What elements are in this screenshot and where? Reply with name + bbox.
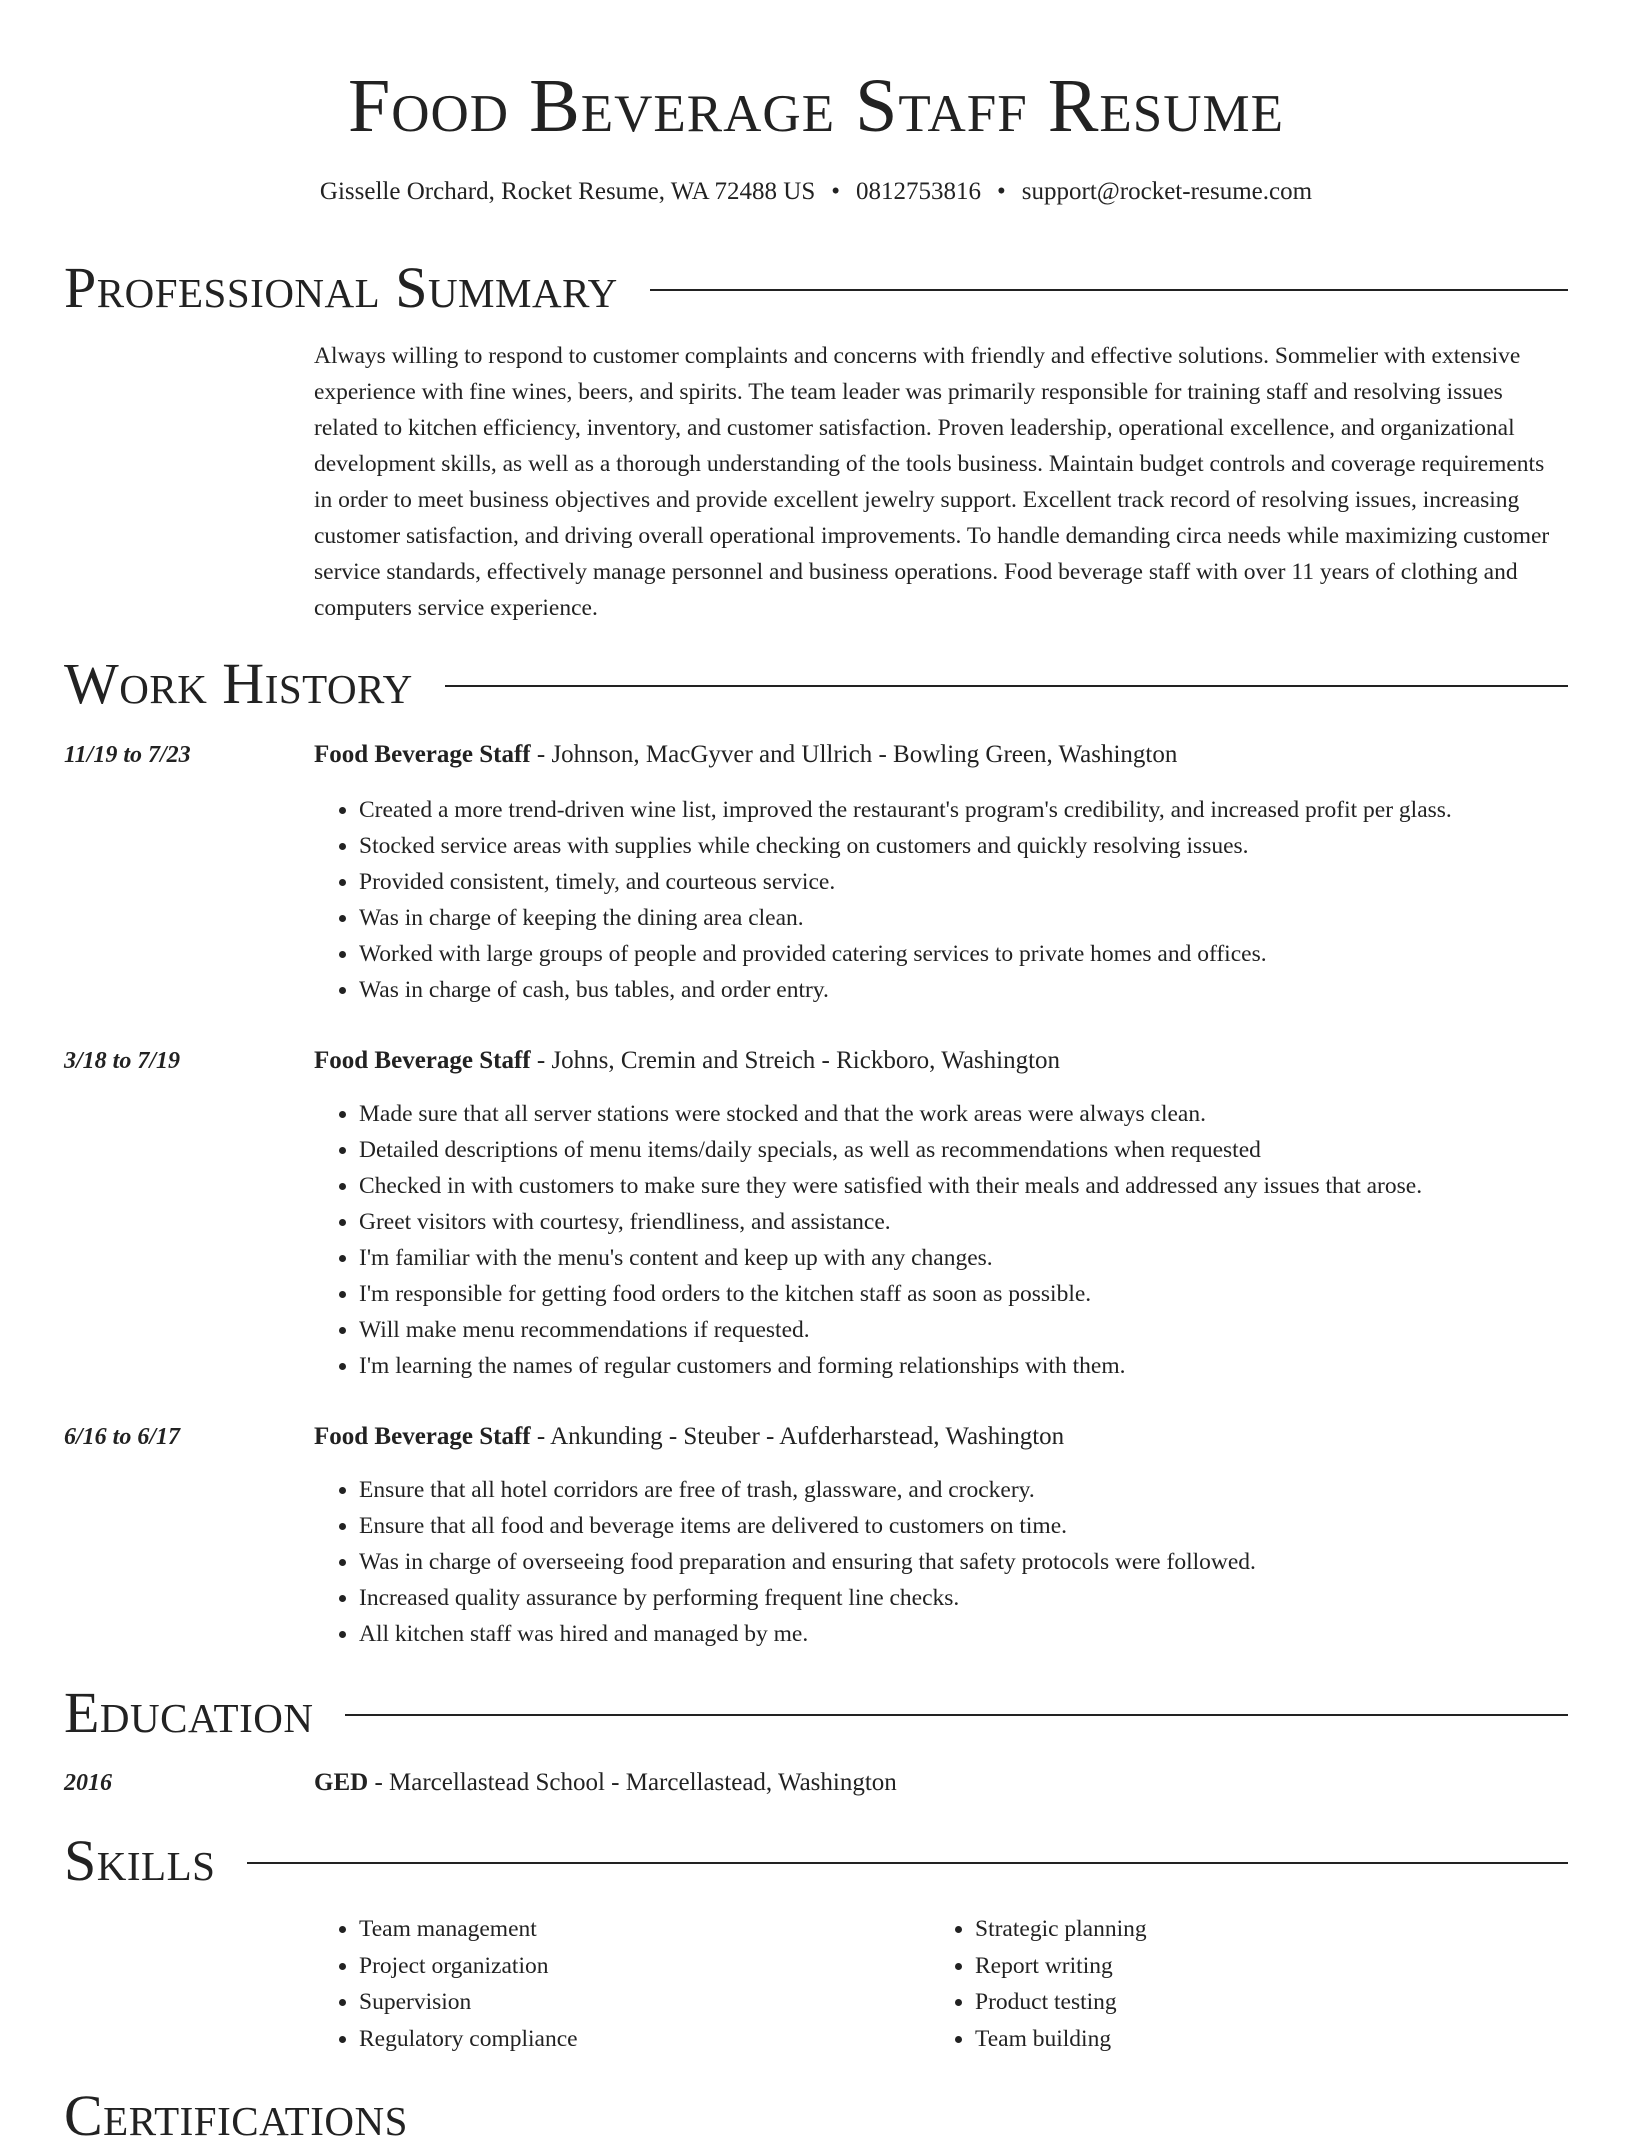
list-item: • Stocked service areas with supplies while checking on customers and quickly resolving issues. <box>359 828 1568 864</box>
skills-list-right <box>930 1911 1575 2057</box>
job-heading <box>314 1421 1568 1453</box>
job-employer: - Johns, Cremin and Streich - Rickboro, Washington <box>530 1047 1061 1074</box>
list-item: • Detailed descriptions of menu items/daily specials, as well as recommendations when requested <box>359 1132 1568 1168</box>
contact-address: Gisselle Orchard, Rocket Resume, WA 72488 US <box>319 178 816 205</box>
skill-item: • Strategic planning <box>975 1911 1575 1948</box>
job-dates: 3/18 to 7/19 <box>64 1048 181 1074</box>
contact-separator: • <box>831 178 840 205</box>
list-item: • Worked with large groups of people and provided catering services to private homes and offices. <box>359 936 1568 972</box>
section-title: Professional Summary <box>64 255 618 320</box>
list-item: • I'm responsible for getting food orders to the kitchen staff as soon as possible. <box>359 1276 1568 1312</box>
contact-line <box>0 176 1632 208</box>
resume-title: Food Beverage Staff Resume <box>347 64 1285 148</box>
skill-item: • Product testing <box>975 1984 1575 2021</box>
job-dates: 6/16 to 6/17 <box>64 1424 181 1450</box>
section-title: Education <box>64 1680 314 1745</box>
job-heading <box>314 1045 1568 1077</box>
skill-item: • Team management <box>359 1911 919 1948</box>
job-bullets <box>314 1096 1568 1384</box>
list-item: • Provided consistent, timely, and courteous service. <box>359 864 1568 900</box>
contact-email[interactable]: support@rocket-resume.com <box>1021 178 1313 205</box>
list-item: • Was in charge of cash, bus tables, and order entry. <box>359 972 1568 1008</box>
list-item: • Was in charge of overseeing food preparation and ensuring that safety protocols were followed. <box>359 1544 1568 1580</box>
list-item: • Increased quality assurance by performing frequent line checks. <box>359 1580 1568 1616</box>
list-item: • Was in charge of keeping the dining area clean. <box>359 900 1568 936</box>
section-title: Work History <box>64 651 413 716</box>
job-employer: - Johnson, MacGyver and Ullrich - Bowling Green, Washington <box>530 741 1178 768</box>
list-item: • Ensure that all food and beverage items are delivered to customers on time. <box>359 1508 1568 1544</box>
skill-item: • Supervision <box>359 1984 919 2021</box>
job-title: Food Beverage Staff <box>314 1423 531 1450</box>
contact-phone: 0812753816 <box>856 178 981 205</box>
section-header-certifications <box>64 2084 1568 2148</box>
skill-item: • Report writing <box>975 1948 1575 1985</box>
education-heading <box>314 1767 1568 1799</box>
skill-item: • Regulatory compliance <box>359 2021 919 2058</box>
skill-item: • Project organization <box>359 1948 919 1985</box>
section-divider <box>445 685 1568 687</box>
section-divider <box>345 1714 1568 1716</box>
section-header-skills <box>64 1829 1568 1893</box>
list-item: • Greet visitors with courtesy, friendliness, and assistance. <box>359 1204 1568 1240</box>
skill-item: • Team building <box>975 2021 1575 2058</box>
job-employer: - Ankunding - Steuber - Aufderharstead, Washington <box>530 1423 1065 1450</box>
job-title: Food Beverage Staff <box>314 1047 531 1074</box>
list-item: • Created a more trend-driven wine list, improved the restaurant's program's credibility, and increased profit per glass. <box>359 792 1568 828</box>
section-title: Certifications <box>64 2083 408 2148</box>
education-degree: GED <box>314 1769 369 1796</box>
section-header-education <box>64 1681 1568 1745</box>
job-title: Food Beverage Staff <box>314 741 531 768</box>
skills-list-left <box>314 1911 919 2057</box>
education-school: - Marcellastead School - Marcellastead, Washington <box>368 1769 897 1796</box>
list-item: • Ensure that all hotel corridors are free of trash, glassware, and crockery. <box>359 1472 1568 1508</box>
list-item: • Made sure that all server stations were stocked and that the work areas were always clean. <box>359 1096 1568 1132</box>
summary-text: Always willing to respond to customer complaints and concerns with friendly and effective solutions. Sommelier with extensive experience with fine wines, beers, and spirits. The team leader was primarily responsible for training staff and resolving issues related to kitchen efficiency, inventory, and customer satisfaction. Proven leadership, operational excellence, and organizational development skills, as well as a thorough understanding of the tools business. Maintain budget controls and coverage requirements in order to meet business objectives and provide excellent jewelry support. Excellent track record of resolving issues, increasing customer satisfaction, and driving overall operational improvements. To handle demanding circa needs while maximizing customer service standards, effectively manage personnel and business operations. Food beverage staff with over 11 years of clothing and computers service experience. <box>314 343 1550 621</box>
job-bullets <box>314 792 1568 1008</box>
job-bullets <box>314 1472 1568 1652</box>
list-item: • Checked in with customers to make sure they were satisfied with their meals and addressed any issues that arose. <box>359 1168 1568 1204</box>
section-divider <box>247 1862 1568 1864</box>
section-header-work-history <box>64 652 1568 716</box>
list-item: • Will make menu recommendations if requested. <box>359 1312 1568 1348</box>
section-title: Skills <box>64 1828 216 1893</box>
list-item: • All kitchen staff was hired and managed by me. <box>359 1616 1568 1652</box>
section-divider <box>650 289 1568 291</box>
education-year: 2016 <box>64 1770 112 1796</box>
section-header-summary <box>64 256 1568 320</box>
contact-separator: • <box>997 178 1006 205</box>
job-dates: 11/19 to 7/23 <box>64 742 191 768</box>
list-item: • I'm familiar with the menu's content and keep up with any changes. <box>359 1240 1568 1276</box>
job-heading <box>314 739 1568 771</box>
list-item: • I'm learning the names of regular customers and forming relationships with them. <box>359 1348 1568 1384</box>
